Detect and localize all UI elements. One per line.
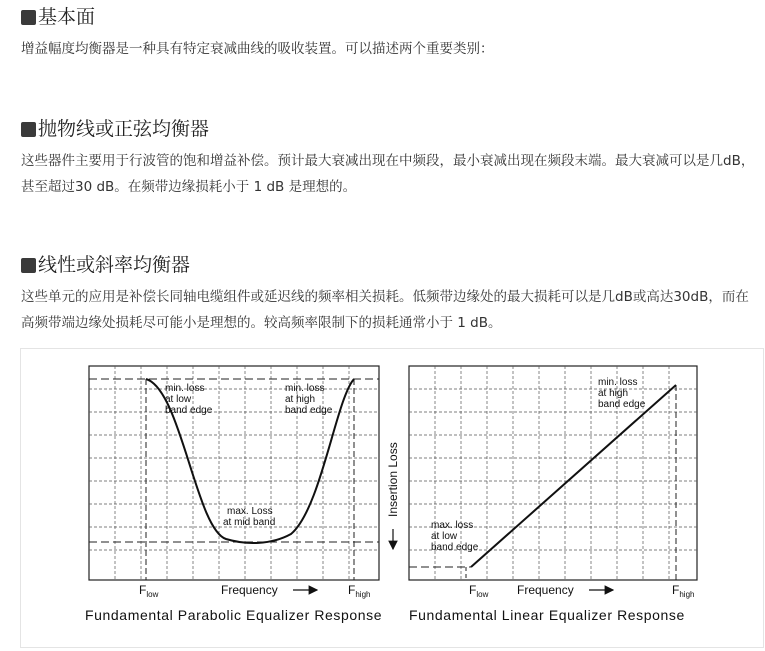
anno-low-line3: band edge bbox=[165, 405, 213, 416]
insertion-loss-axis-label: Insertion Loss bbox=[386, 442, 400, 517]
anno-low-line1: max. loss bbox=[431, 520, 474, 531]
parabolic-panel bbox=[85, 366, 382, 623]
anno-mid-line2: at mid band bbox=[223, 517, 276, 528]
parabolic-grid bbox=[89, 366, 379, 580]
equalizer-figure bbox=[20, 348, 764, 648]
section-heading-basics bbox=[21, 5, 95, 29]
section-paragraph-parabolic: 这些器件主要用于行波管的饱和增益补偿。预计最大衰减出现在中频段，最小衰减出现在频段末端。最大衰减可以是几dB，甚至超过30 dB。在频带边缘损耗小于 1 dB 是理想的。 bbox=[21, 153, 755, 195]
linear-caption: Fundamental Linear Equalizer Response bbox=[409, 607, 685, 623]
anno-high-line1: min. loss bbox=[285, 383, 325, 394]
frequency-axis-label: Frequency bbox=[221, 583, 278, 597]
section-heading-linear bbox=[21, 253, 190, 277]
f-low-label: $F_{low}$ bbox=[139, 583, 159, 599]
frequency-axis-label: Frequency bbox=[517, 583, 574, 597]
anno-high-line3: band edge bbox=[598, 399, 646, 410]
anno-low-line2: at low bbox=[165, 394, 192, 405]
anno-mid-line1: max. Loss bbox=[227, 506, 273, 517]
f-high-label: $F_{high}$ bbox=[672, 583, 695, 599]
anno-high-line2: at high bbox=[285, 394, 316, 405]
section-heading-text: 基本面 bbox=[38, 6, 96, 28]
section-heading-text: 抛物线或正弦均衡器 bbox=[38, 118, 210, 140]
square-bullet-icon bbox=[21, 10, 36, 25]
square-bullet-icon bbox=[21, 122, 36, 137]
section-paragraph-basics: 增益幅度均衡器是一种具有特定衰减曲线的吸收装置。可以描述两个重要类别： bbox=[21, 41, 494, 57]
f-high-label: $F_{high}$ bbox=[348, 583, 371, 599]
parabolic-caption: Fundamental Parabolic Equalizer Response bbox=[85, 607, 383, 623]
section-paragraph-linear: 这些单元的应用是补偿长同轴电缆组件或延迟线的频率相关损耗。低频带边缘处的最大损耗可以是几dB或高达30dB，而在高频带端边缘处损耗尽可能小是理想的。较高频率限制下的损耗通常小于 1 dB。 bbox=[21, 289, 749, 331]
anno-high-line1: min. loss bbox=[598, 377, 638, 388]
anno-low-line2: at low bbox=[431, 531, 458, 542]
section-heading-text: 线性或斜率均衡器 bbox=[38, 254, 191, 276]
anno-low-line3: band edge bbox=[431, 542, 479, 553]
anno-low-line1: min. loss bbox=[165, 383, 205, 394]
anno-high-line3: band edge bbox=[285, 405, 333, 416]
linear-panel bbox=[386, 366, 697, 623]
f-low-label: $F_{low}$ bbox=[469, 583, 489, 599]
anno-high-line2: at high bbox=[598, 388, 629, 399]
equalizer-diagram bbox=[21, 349, 763, 647]
parabolic-plot-frame bbox=[89, 366, 379, 580]
square-bullet-icon bbox=[21, 258, 36, 273]
section-heading-parabolic bbox=[21, 117, 209, 141]
